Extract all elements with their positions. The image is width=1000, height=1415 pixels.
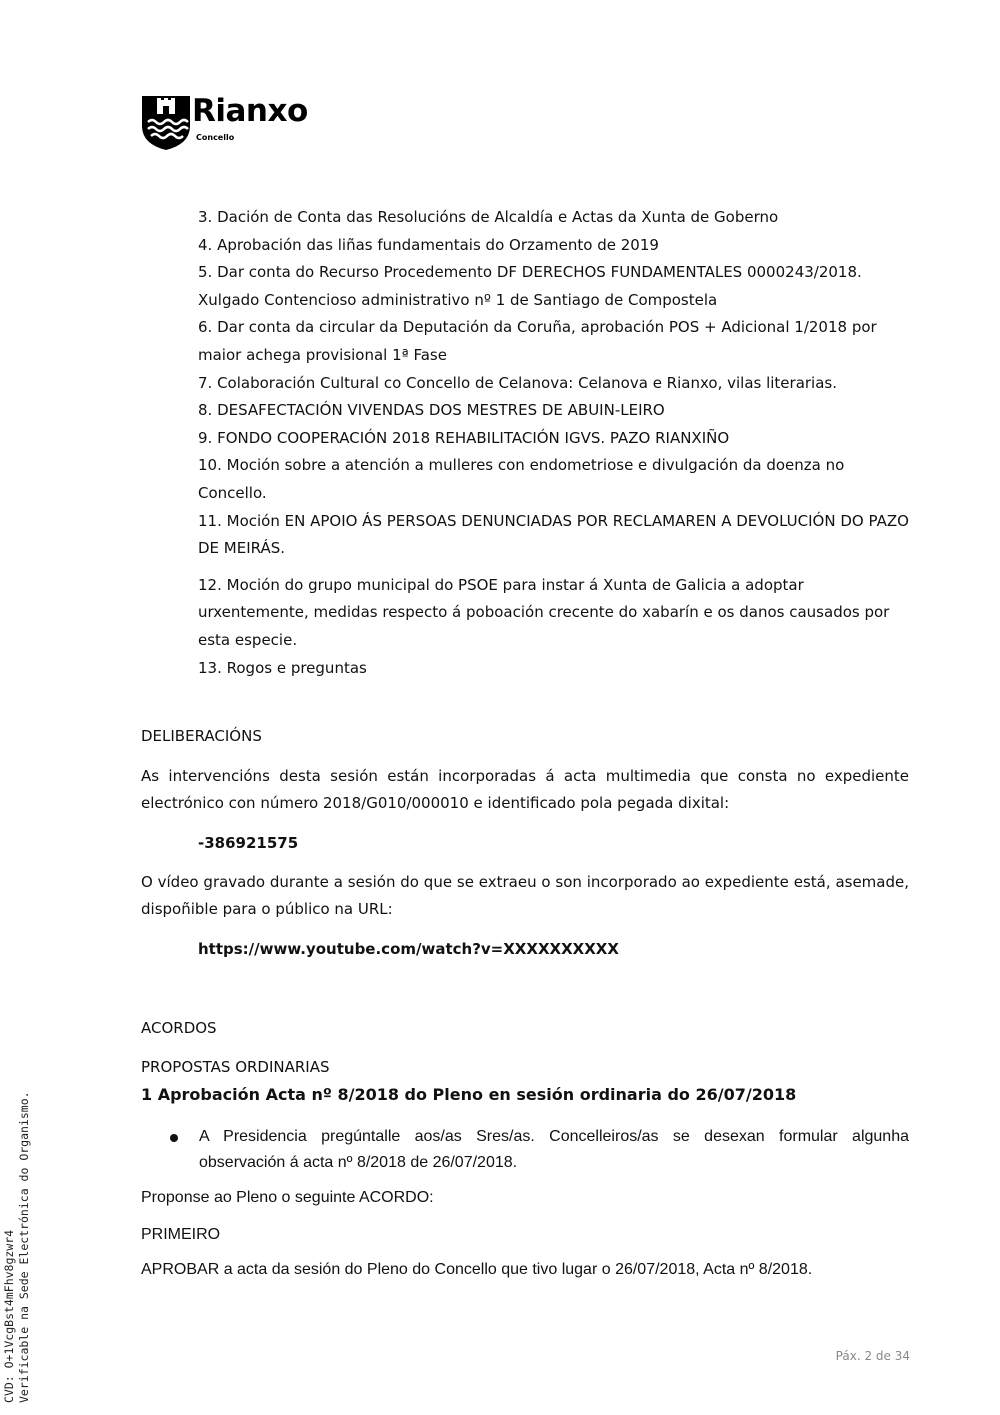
bullet-icon — [170, 1134, 178, 1142]
agenda-item: 7. Colaboración Cultural co Concello de Celanova: Celanova e Rianxo, vilas literarias. — [198, 373, 838, 392]
agenda-list — [198, 204, 910, 682]
bullet-text: A Presidencia pregúntalle aos/as Sres/as. Concelleiros/as se desexan formular algunha observación á acta nº 8/2018 de 26/07/2018. — [199, 1128, 909, 1171]
logo-subtitle: Concello — [196, 133, 235, 142]
agenda-item: 11. Moción EN APOIO ÁS PERSOAS DENUNCIADAS POR RECLAMAREN A DEVOLUCIÓN DO PAZO DE MEIRÁS. — [198, 511, 909, 558]
agenda-item: 8. DESAFECTACIÓN VIVENDAS DOS MESTRES DE ABUIN-LEIRO — [198, 401, 665, 420]
agenda-item: 6. Dar conta da circular da Deputación da Coruña, aprobación POS + Adicional 1/2018 por maior achega provisional 1ª Fase — [198, 318, 877, 364]
proponse-text: Proponse ao Pleno o seguinte ACORDO: — [141, 1189, 434, 1206]
deliberacions-intro: As intervencións desta sesión están incorporadas á acta multimedia que consta no expediente electrónico con número 2018/G010/000010 e identificado pola pegada dixital: — [141, 767, 909, 812]
cvd-code: CVD: O+1VcgBst4mFhv8gzwr4 — [2, 1229, 16, 1403]
video-text: O vídeo gravado durante a sesión do que se extraeu o son incorporado ao expediente está, asemade, dispoñible para o público na URL: — [141, 873, 909, 918]
deliberacions-heading: DELIBERACIÓNS — [141, 727, 262, 745]
agenda-item: 13. Rogos e preguntas — [198, 658, 367, 677]
bullet-item — [141, 1124, 909, 1176]
video-url-link[interactable]: https://www.youtube.com/watch?v=XXXXXXXXXX — [198, 940, 619, 958]
agenda-item: 10. Moción sobre a atención a mulleres con endometriose e divulgación da doenza no Concello. — [198, 456, 845, 502]
verification-stamp — [2, 1091, 32, 1403]
agenda-item: 3. Dación de Conta das Resolucións de Alcaldía e Actas da Xunta de Goberno — [198, 208, 779, 226]
primeiro-heading: PRIMEIRO — [141, 1226, 221, 1243]
logo-wordmark: Rianxo — [192, 93, 308, 129]
acordos-heading: ACORDOS — [141, 1019, 217, 1037]
concello-logo — [142, 93, 342, 152]
page-number: Páx. 2 de 34 — [835, 1349, 910, 1363]
agenda-item: 5. Dar conta do Recurso Procedemento DF DERECHOS FUNDAMENTALES 0000243/2018. Xulgado Contencioso administrativo nº 1 de Santiago de Compostela — [198, 263, 862, 309]
propostas-subheading: PROPOSTAS ORDINARIAS — [141, 1058, 330, 1076]
aprobar-text: APROBAR a acta da sesión do Pleno do Concello que tivo lugar o 26/07/2018, Acta nº 8/2018. — [141, 1261, 813, 1278]
fingerprint-value: -386921575 — [198, 834, 299, 852]
agenda-item: 9. FONDO COOPERACIÓN 2018 REHABILITACIÓN IGVS. PAZO RIANXIÑO — [198, 428, 730, 447]
agenda-item: 4. Aprobación das liñas fundamentais do Orzamento de 2019 — [198, 235, 659, 254]
agenda-item: 12. Moción do grupo municipal do PSOE para instar á Xunta de Galicia a adoptar urxentemente, medidas respecto á poboación crecente do xabarín e os danos causados por esta especie. — [198, 575, 890, 649]
rianxo-shield-icon — [142, 96, 190, 150]
cvd-note: Verificable na Sede Electrónica do Organismo. — [17, 1091, 31, 1403]
acordo-item-title: 1 Aprobación Acta nº 8/2018 do Pleno en sesión ordinaria do 26/07/2018 — [141, 1085, 797, 1104]
